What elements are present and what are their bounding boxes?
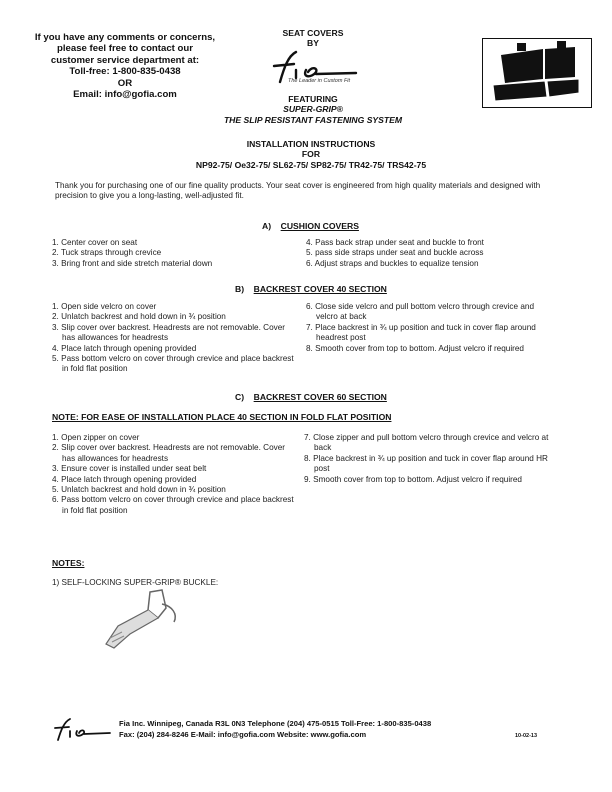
- list-item: 2. Slip cover over backrest. Headrests are not removable. Cover has allowances for headrests: [52, 443, 285, 463]
- list-item: 7. Place backrest in ¾ up position and tuck in cover flap around headrest post: [306, 322, 536, 343]
- section-c-left: [52, 433, 294, 516]
- list-item: 1. Center cover on seat: [52, 238, 138, 247]
- tagline: The Leader in Custom Fit: [288, 78, 351, 84]
- footer-fia-logo: [52, 716, 112, 742]
- seat-covers-label: SEAT COVERS: [282, 28, 344, 38]
- section-b-right: [306, 302, 556, 354]
- list-item: 6. Close side velcro and pull bottom velcro through crevice and velcro at back: [306, 302, 535, 322]
- list-item: 1. Open side velcro on cover: [52, 302, 157, 311]
- section-c-heading: C) BACKREST COVER 60 SECTION: [235, 392, 387, 402]
- list-item: 5. pass side straps under seat and buckle across: [306, 248, 484, 258]
- footer-text: [119, 719, 431, 740]
- list-item: 5. Unlatch backrest and hold down in ¾ position: [52, 485, 226, 495]
- list-item: 2. Unlatch backrest and hold down in ¾ position: [52, 312, 226, 322]
- by-label: BY: [307, 38, 319, 49]
- list-item: 1. Open zipper on cover: [52, 433, 140, 442]
- list-item: 8. Smooth cover from top to bottom. Adjust velcro if required: [306, 343, 524, 353]
- list-item: 4. Place latch through opening provided: [52, 343, 197, 353]
- list-item: 5. Pass bottom velcro on cover through crevice and place backrest in fold flat position: [52, 354, 294, 374]
- contact-email: Email: info@gofia.com: [73, 89, 177, 101]
- list-item: 2. Tuck straps through crevice: [52, 248, 162, 258]
- super-grip-label: SUPER-GRIP®: [283, 104, 343, 115]
- list-item: 4. Place latch through opening provided: [52, 474, 197, 484]
- document-code: 10-02-13: [515, 733, 538, 739]
- list-item: 3. Slip cover over backrest. Headrests are not removable. Cover has allowances for headrests: [52, 322, 285, 343]
- header-top: [213, 28, 413, 49]
- list-item: 7. Close zipper and pull bottom velcro through crevice and velcro at back: [304, 433, 549, 453]
- title-for: FOR: [301, 149, 321, 160]
- list-item: 3. Ensure cover is installed under seat belt: [52, 464, 207, 474]
- list-item: 9. Smooth cover from top to bottom. Adjust velcro if required: [304, 474, 522, 484]
- contact-phone: Toll-free: 1-800-835-0438: [69, 66, 181, 78]
- buckle-image: [100, 588, 185, 650]
- contact-line: customer service department at:: [50, 54, 200, 66]
- list-item: 6. Adjust straps and buckles to equalize tension: [306, 258, 479, 268]
- system-label: THE SLIP RESISTANT FASTENING SYSTEM: [223, 114, 403, 125]
- list-item: 4. Pass back strap under seat and buckle to front: [306, 238, 484, 247]
- featuring-block: [163, 94, 463, 125]
- contact-line: please feel free to contact our: [57, 43, 193, 55]
- section-c-note: NOTE: FOR EASE OF INSTALLATION PLACE 40 SECTION IN FOLD FLAT POSITION: [52, 412, 392, 422]
- notes-heading: NOTES:: [52, 558, 85, 568]
- list-item: 6. Pass bottom velcro on cover through crevice and place backrest in fold flat position: [52, 495, 294, 515]
- footer-line: Fia Inc. Winnipeg, Canada R3L 0N3 Telephone (204) 475-0515 Toll-Free: 1-800-835-0438: [119, 719, 432, 728]
- contact-or: OR: [117, 77, 133, 89]
- intro-text: Thank you for purchasing one of our fine quality products. Your seat cover is engineered from high quality materials and designed with precision to give you a long-lasting, well-adjusted fit.: [55, 181, 541, 201]
- list-item: 3. Bring front and side stretch material down: [52, 258, 213, 268]
- section-a-right: [306, 238, 566, 269]
- title-block: [156, 139, 466, 170]
- contact-line: If you have any comments or concerns,: [34, 32, 216, 43]
- list-item: 8. Place backrest in ¾ up position and tuck in cover flap around HR post: [304, 453, 548, 474]
- section-a-heading: A) CUSHION COVERS: [262, 221, 359, 231]
- model-list: NP92-75/ Oe32-75/ SL62-75/ SP82-75/ TR42-75/ TRS42-75: [195, 159, 427, 170]
- footer-line: Fax: (204) 284-8246 E-Mail: info@gofia.com Website: www.gofia.com: [119, 729, 367, 739]
- section-a-left: [52, 238, 292, 269]
- title-line: INSTALLATION INSTRUCTIONS: [246, 139, 376, 149]
- seat-image: [482, 38, 592, 108]
- section-b-left: [52, 302, 294, 375]
- notes-item: 1) SELF-LOCKING SUPER-GRIP® BUCKLE:: [52, 578, 219, 587]
- featuring-label: FEATURING: [288, 94, 338, 104]
- section-c-right: [304, 433, 554, 485]
- contact-block: [20, 32, 230, 100]
- section-b-heading: B) BACKREST COVER 40 SECTION: [235, 284, 387, 294]
